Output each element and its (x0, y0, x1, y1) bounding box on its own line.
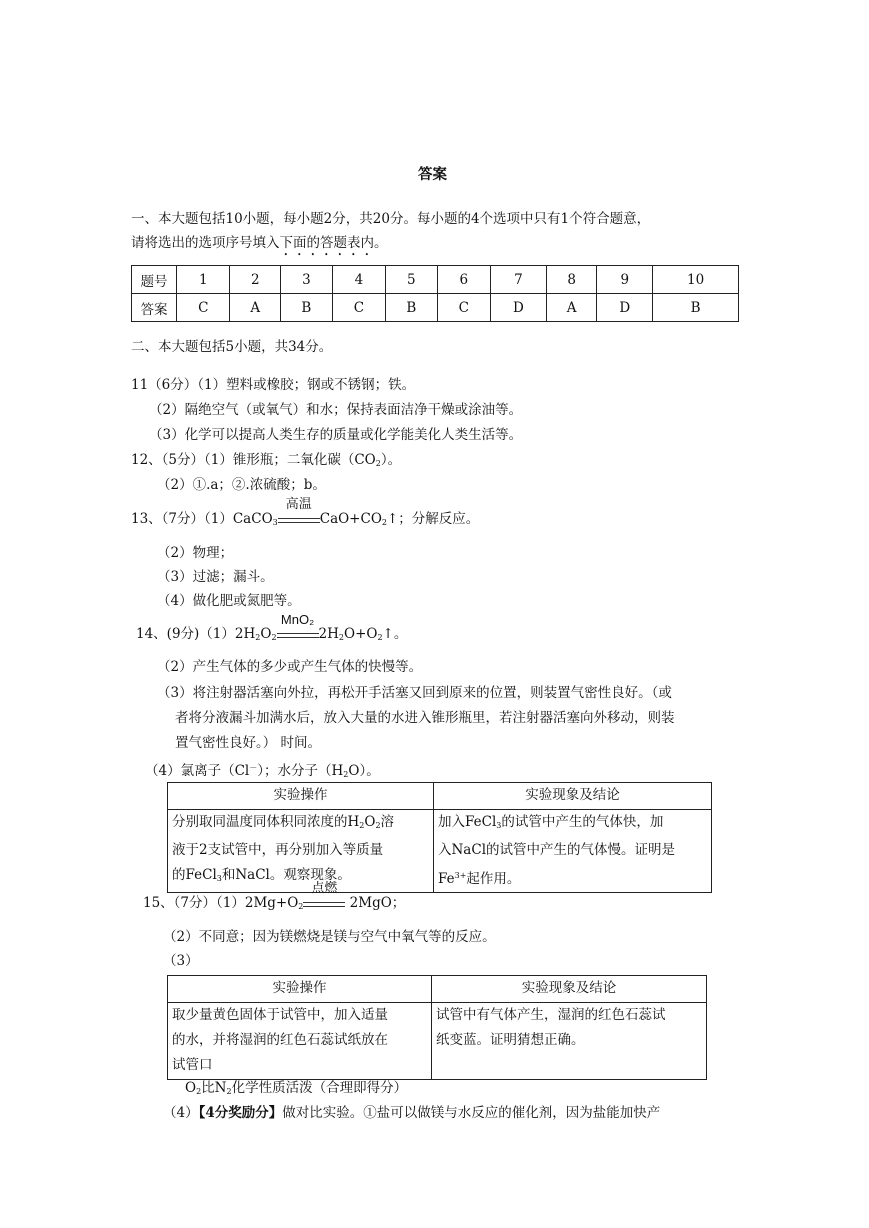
q14-line1 (136, 612, 408, 648)
cell-text: 的FeCl (172, 867, 217, 883)
subscript: 2 (196, 1087, 202, 1096)
q13-line3: （3）过滤；漏斗。 (157, 569, 274, 585)
answer-cell: B (386, 294, 437, 322)
q14-text: （4）氯离子（Cl (145, 763, 250, 779)
q14-text-end: O）。 (348, 763, 380, 779)
condition-label: 点燃 (311, 881, 338, 896)
number-cell: 9 (597, 266, 653, 294)
equation-equals-sign (303, 902, 345, 907)
q11-line1: 11（6分）（1）塑料或橡胶；钢或不锈钢；铁。 (131, 377, 416, 393)
reaction-condition (277, 612, 319, 644)
subscript: 2 (375, 821, 381, 830)
number-cell: 10 (653, 266, 739, 294)
table-row (168, 1003, 707, 1080)
cell-text: 和NaCl。观察现象。 (221, 867, 351, 883)
cell-text: 分别取同温度同体积同浓度的H (172, 814, 360, 830)
number-cell: 1 (177, 266, 230, 294)
cell-text: 起作用。 (466, 871, 521, 887)
q15-text: O (185, 1080, 197, 1096)
subscript: 2 (343, 770, 349, 779)
q15-text: 15、（7分）（1）2Mg+O (143, 895, 299, 911)
q14-experiment-table (167, 782, 712, 893)
q14-text: O (260, 626, 272, 642)
answer-cell: B (653, 294, 739, 322)
answer-cell: C (332, 294, 385, 322)
q13-text: 13、（7分）（1）CaCO (131, 511, 273, 527)
answer-cell: A (546, 294, 597, 322)
equation-equals-sign (278, 518, 320, 523)
q14-line3c: 置气密性良好。） 时间。 (175, 735, 322, 751)
q14-text: ）；水分子（H (257, 763, 344, 779)
q13-line1 (131, 497, 480, 533)
subscript: 2 (375, 459, 381, 468)
q13-line4: （4）做化肥或氮肥等。 (157, 593, 301, 609)
q14-line4 (145, 758, 380, 785)
answer-cell: A (230, 294, 281, 322)
subscript: 3 (272, 518, 278, 527)
answer-cell: C (177, 294, 230, 322)
table-header-row (168, 783, 712, 810)
answer-cell: C (437, 294, 490, 322)
cell-line: 试管中有气体产生，湿润的红色石蕊试 (436, 1007, 666, 1023)
page-title: 答案 (418, 166, 447, 183)
header-result: 实验现象及结论 (434, 783, 712, 810)
subscript: 2 (255, 633, 261, 642)
number-cell: 4 (332, 266, 385, 294)
q15-line5 (163, 1103, 660, 1123)
q13-text-end: ↑；分解反应。 (386, 511, 480, 527)
superscript: － (249, 763, 258, 772)
subscript: 3 (496, 821, 502, 830)
cell-line: 取少量黄色固体于试管中，加入适量 (172, 1007, 388, 1023)
catalyst-label: MnO₂ (280, 612, 315, 627)
q12-line2: （2）①.a；②.浓硫酸；b。 (157, 477, 326, 493)
q14-line3b: 者将分液漏斗加满水后，放入大量的水进入锥形瓶里，若注射器活塞向外移动，则装 (175, 710, 675, 726)
number-cell: 6 (437, 266, 490, 294)
reaction-condition (278, 497, 320, 529)
q15-text: 比N (201, 1080, 227, 1096)
q13-line2: （2）物理； (157, 545, 234, 561)
superscript: 3+ (454, 871, 467, 880)
answer-table (131, 265, 739, 322)
subscript: 2 (377, 633, 383, 642)
q14-line2: （2）产生气体的多少或产生气体的快慢等。 (157, 659, 423, 675)
cell-text: O (364, 814, 376, 830)
cell-line (438, 863, 707, 892)
q15-line2: （2）不同意；因为镁燃烧是镁与空气中氧气等的反应。 (163, 929, 496, 945)
answer-label-cell: 答案 (132, 294, 177, 322)
q14-text: 14、(9分)（1）2H (136, 626, 256, 642)
q15-line3: （3） (163, 953, 199, 969)
result-cell (434, 810, 712, 893)
q15-product: 2MgO； (345, 895, 406, 911)
cell-line: 入NaCl的试管中产生的气体慢。证明是 (438, 842, 676, 858)
number-cell: 2 (230, 266, 281, 294)
section2-heading: 二、本大题包括5小题，共34分。 (131, 339, 333, 355)
answer-cell: D (491, 294, 547, 322)
number-cell: 8 (546, 266, 597, 294)
subscript: 2 (271, 633, 277, 642)
subscript: 2 (381, 518, 387, 527)
header-operation: 实验操作 (168, 976, 432, 1003)
header-label-cell: 题号 (132, 266, 177, 294)
number-cell: 3 (281, 266, 332, 294)
number-cell: 7 (491, 266, 547, 294)
header-result: 实验现象及结论 (432, 976, 707, 1003)
q12-text-end: ）。 (380, 452, 402, 468)
q12-line1 (131, 450, 401, 474)
cell-text: 的试管中产生的气体快，加 (501, 814, 664, 830)
operation-cell (168, 1003, 432, 1080)
subscript: 3 (216, 874, 222, 883)
q11-line2: （2）隔绝空气（或氧气）和水；保持表面洁净干燥或涂油等。 (149, 402, 523, 418)
number-cell: 5 (386, 266, 437, 294)
cell-line: 纸变蓝。证明猜想正确。 (436, 1032, 585, 1048)
answer-table-header-row (132, 266, 739, 294)
section1-text: 请将选出的选项序号填入 (131, 235, 280, 251)
condition-label: 高温 (285, 497, 312, 512)
subscript: 2 (338, 633, 344, 642)
cell-text: 溶 (380, 814, 395, 830)
cell-line: 液于2支试管中，再分别加入等质量 (172, 842, 384, 858)
cell-text: 加入FeCl (438, 814, 497, 830)
q11-line3: （3）化学可以提高人类生存的质量或化学能美化人类生活等。 (149, 427, 523, 443)
cell-line: 试管口 (172, 1057, 213, 1073)
section1-instruction-line2 (131, 233, 388, 259)
q12-text: 12、（5分）（1）锥形瓶；二氧化碳（CO (131, 452, 376, 468)
q14-line3a: （3）将注射器活塞向外拉，再松开手活塞又回到原来的位置，则装置气密性良好。（或 (157, 685, 672, 701)
answer-cell: B (281, 294, 332, 322)
subscript: 2 (226, 1087, 232, 1096)
emphasized-text: 下面的答题表内 (279, 235, 374, 251)
table-header-row (168, 976, 707, 1003)
q14-product: 2H (318, 626, 339, 642)
q15-line4 (185, 1078, 407, 1102)
table-row (168, 810, 712, 893)
section1-period: 。 (374, 235, 388, 251)
q14-product: O+O (344, 626, 378, 642)
q15-text: 做对比实验。①盐可以做镁与水反应的催化剂，因为盐能加快产 (282, 1105, 661, 1121)
cell-line (438, 810, 707, 838)
cell-line: 的水，并将湿润的红色石蕊试纸放在 (172, 1032, 388, 1048)
q15-line1 (143, 881, 406, 917)
bonus-label: 【4分奖励分】 (198, 1105, 283, 1121)
result-cell (432, 1003, 707, 1080)
subscript: 2 (359, 821, 365, 830)
q15-text: 化学性质活泼（合理即得分） (231, 1080, 408, 1096)
equation-equals-sign (277, 633, 319, 638)
operation-cell (168, 810, 434, 893)
section1-instruction-line1: 一、本大题包括10小题，每小题2分，共20分。每小题的4个选项中只有1个符合题意， (131, 211, 651, 227)
answer-table-answer-row (132, 294, 739, 322)
cell-line (172, 863, 429, 891)
reaction-condition (303, 881, 345, 913)
q14-text-end: ↑。 (382, 626, 408, 642)
cell-line (172, 810, 429, 838)
cell-text: Fe (438, 871, 455, 887)
q15-text: （4） (163, 1105, 199, 1121)
answer-cell: D (597, 294, 653, 322)
header-operation: 实验操作 (168, 783, 434, 810)
q13-product: CaO+CO (319, 511, 382, 527)
subscript: 2 (298, 902, 304, 911)
q15-experiment-table (167, 975, 707, 1080)
